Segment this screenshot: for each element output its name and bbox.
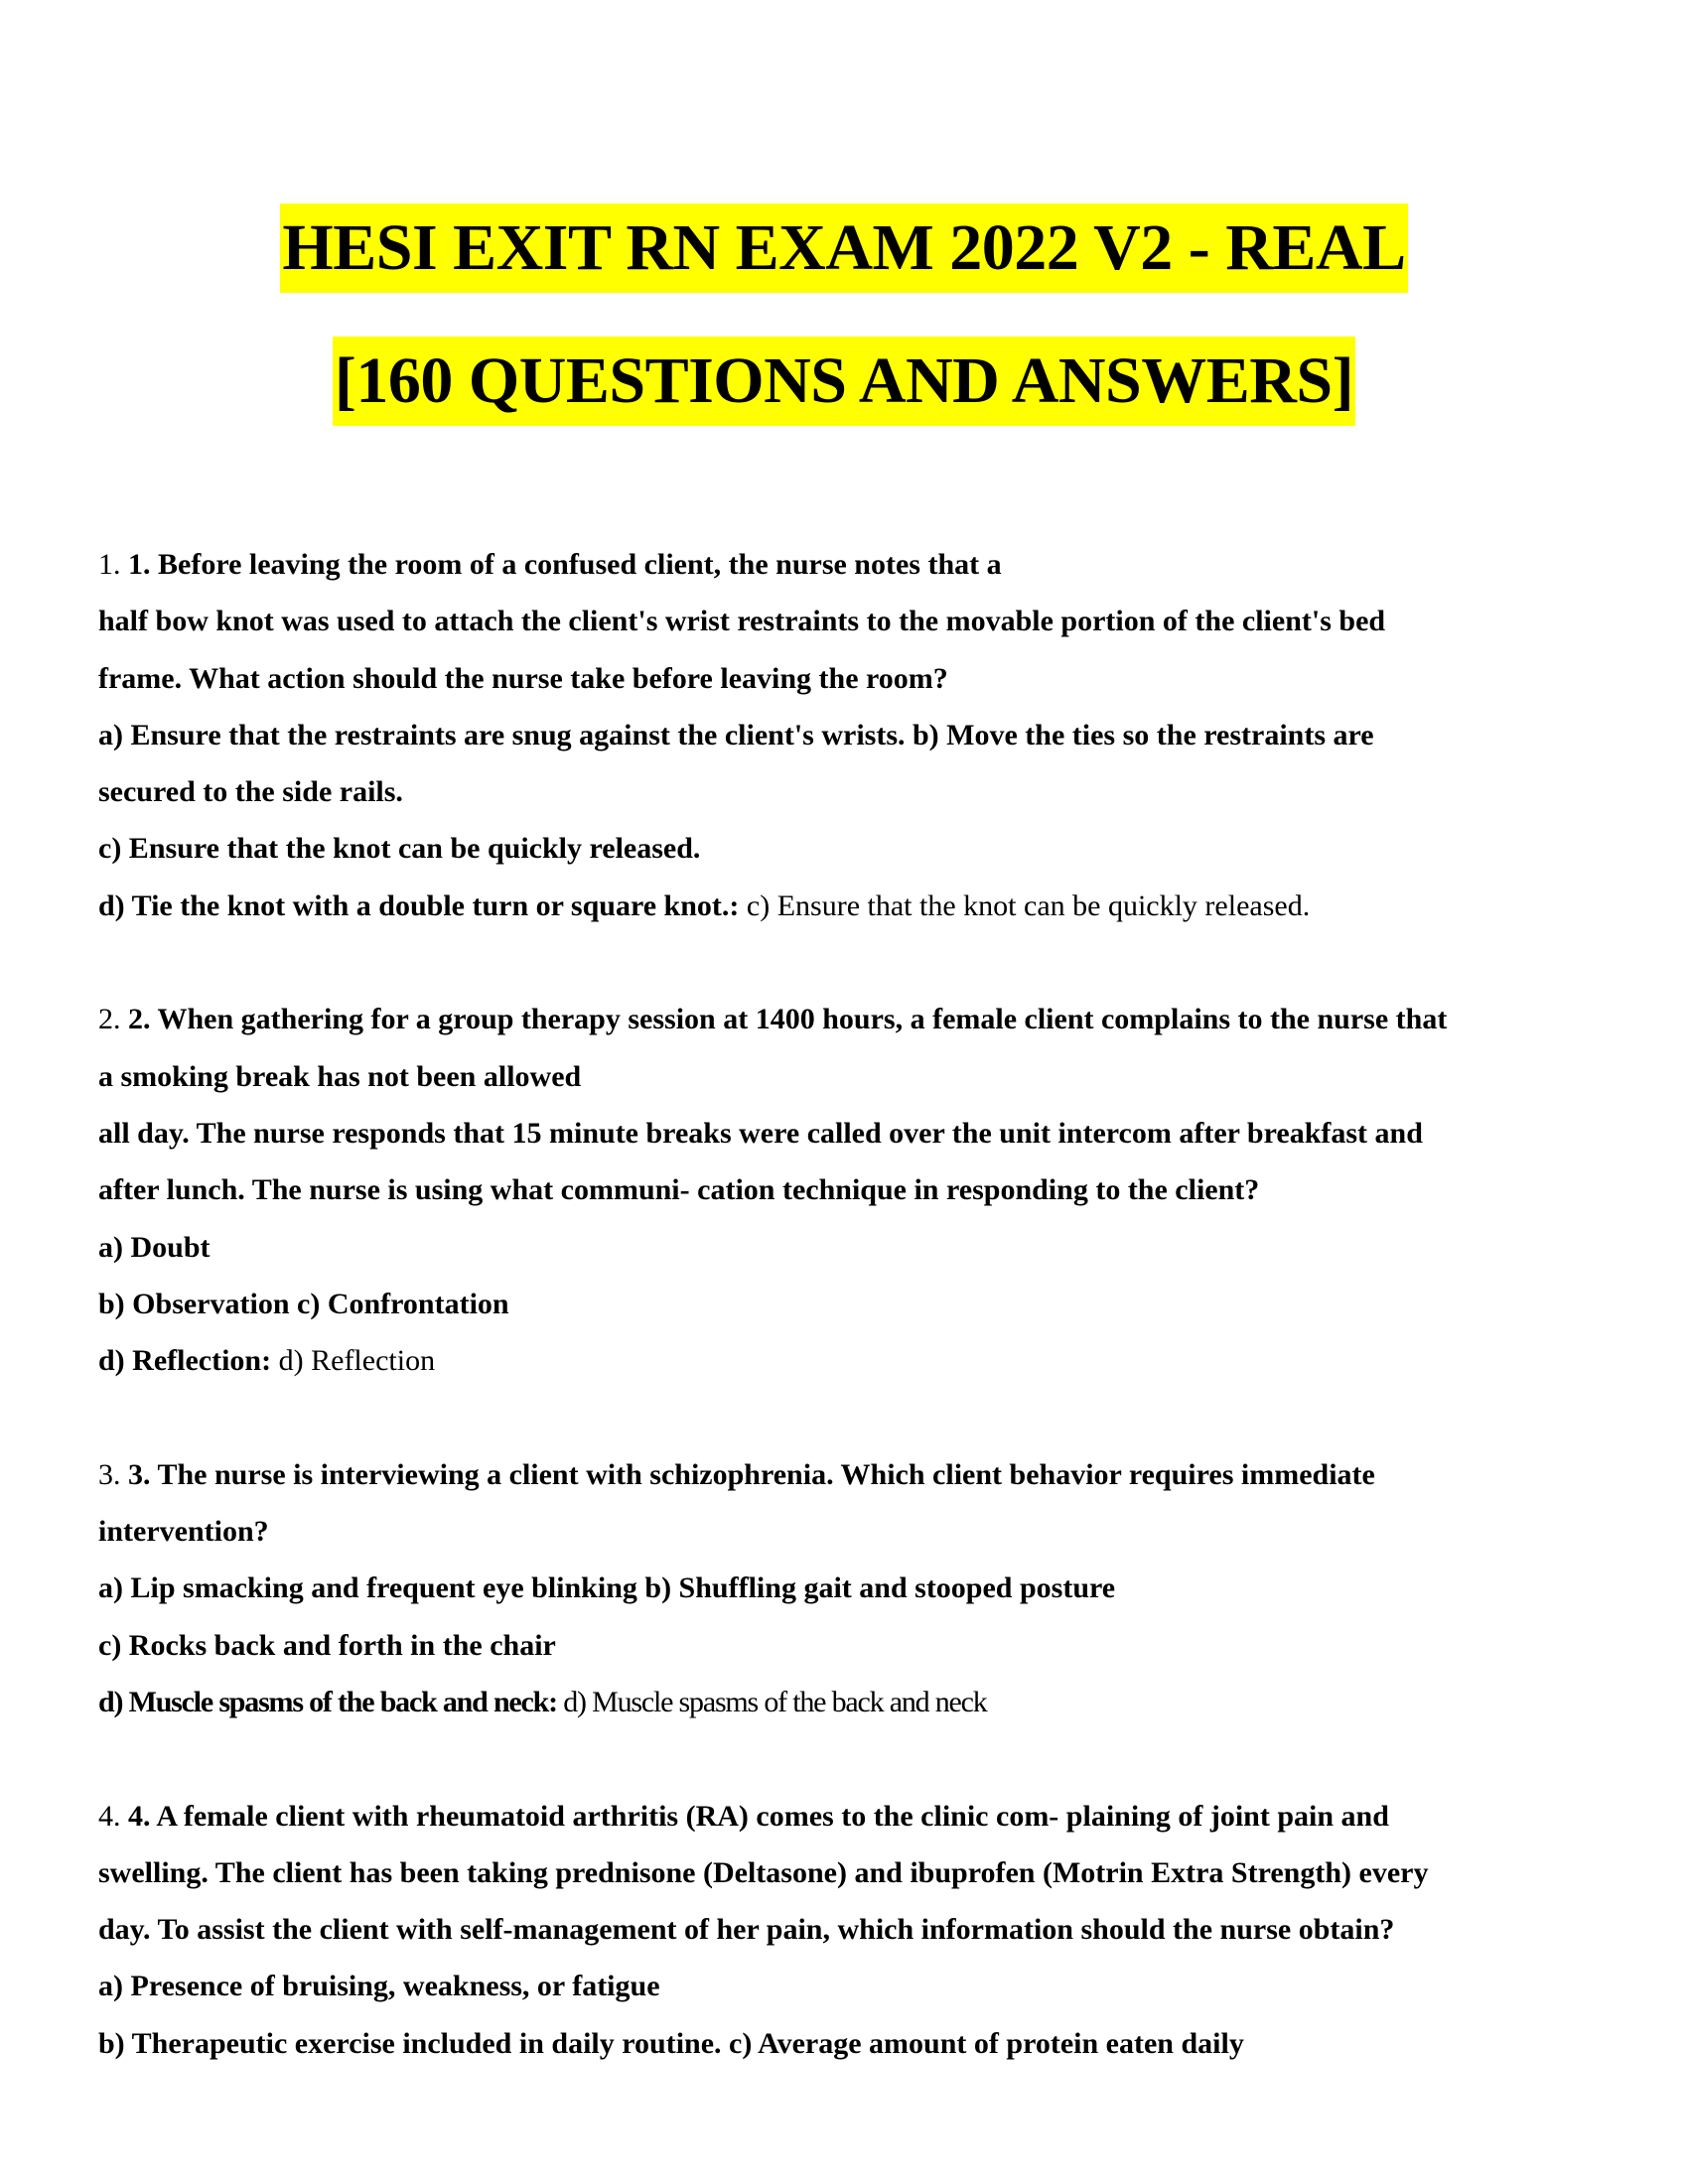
question-line	[98, 991, 1608, 1047]
question-line	[98, 1446, 1608, 1503]
spacer	[98, 1730, 1608, 1787]
question-line: intervention?	[98, 1515, 269, 1549]
question-4	[98, 1788, 1608, 2072]
answer-text: c) Ensure that the knot can be quickly released.	[739, 888, 1311, 922]
question-line	[98, 1788, 1608, 1844]
option-line: a) Presence of bruising, weakness, or fatigue	[98, 1970, 660, 2003]
question-line: a smoking break has not been allowed	[98, 1059, 582, 1093]
option-line: secured to the side rails.	[98, 775, 403, 809]
document-title	[0, 204, 1688, 426]
answer-text: d) Reflection	[271, 1344, 436, 1378]
option-line	[98, 1332, 1608, 1389]
answer-text: d) Muscle spasms of the back and neck	[556, 1685, 987, 1718]
option-d: d) Reflection:	[98, 1344, 272, 1378]
option-line: b) Observation c) Confrontation	[98, 1287, 509, 1320]
list-number: 4.	[98, 1799, 128, 1833]
question-list	[98, 536, 1608, 2072]
question-text: 2. When gathering for a group therapy session at 1400 hours, a female client complains to the nurse that	[128, 1003, 1448, 1036]
question-line: half bow knot was used to attach the client's wrist restraints to the movable portion of the client's bed	[98, 605, 1386, 638]
option-line	[98, 878, 1608, 934]
list-number: 2.	[98, 1003, 128, 1036]
question-2	[98, 991, 1608, 1389]
option-line: a) Doubt	[98, 1230, 211, 1264]
question-line: frame. What action should the nurse take before leaving the room?	[98, 661, 948, 695]
list-number: 1.	[98, 548, 128, 581]
option-line: a) Lip smacking and frequent eye blinking b) Shuffling gait and stooped posture	[98, 1571, 1116, 1605]
question-line: day. To assist the client with self-management of her pain, which information should the nurse obtain?	[98, 1913, 1395, 1947]
question-3	[98, 1446, 1608, 1730]
option-line: c) Rocks back and forth in the chair	[98, 1628, 556, 1662]
question-line: all day. The nurse responds that 15 minute breaks were called over the unit intercom after breakfast and	[98, 1116, 1423, 1150]
title-line-1: HESI EXIT RN EXAM 2022 V2 - REAL	[280, 204, 1407, 293]
option-d: d) Tie the knot with a double turn or square knot.:	[98, 888, 740, 922]
question-text: 4. A female client with rheumatoid arthritis (RA) comes to the clinic com- plaining of joint pain and	[128, 1799, 1389, 1833]
question-1	[98, 536, 1608, 934]
question-line	[98, 536, 1608, 593]
question-line: swelling. The client has been taking prednisone (Deltasone) and ibuprofen (Motrin Extra Strength) every	[98, 1855, 1429, 1889]
question-text: 1. Before leaving the room of a confused client, the nurse notes that a	[128, 548, 1002, 581]
question-text: 3. The nurse is interviewing a client with schizophrenia. Which client behavior requires immediate	[128, 1457, 1375, 1491]
option-line: c) Ensure that the knot can be quickly released.	[98, 832, 701, 866]
list-number: 3.	[98, 1457, 128, 1491]
spacer	[98, 934, 1608, 991]
spacer	[98, 1389, 1608, 1445]
option-line	[98, 1674, 1608, 1730]
option-line: a) Ensure that the restraints are snug against the client's wrists. b) Move the ties so the restraints are	[98, 718, 1374, 751]
option-line: b) Therapeutic exercise included in daily routine. c) Average amount of protein eaten daily	[98, 2026, 1244, 2060]
option-d: d) Muscle spasms of the back and neck:	[98, 1685, 557, 1718]
title-line-2: [160 QUESTIONS AND ANSWERS]	[333, 337, 1355, 426]
question-line: after lunch. The nurse is using what communi- cation technique in responding to the client?	[98, 1173, 1260, 1207]
